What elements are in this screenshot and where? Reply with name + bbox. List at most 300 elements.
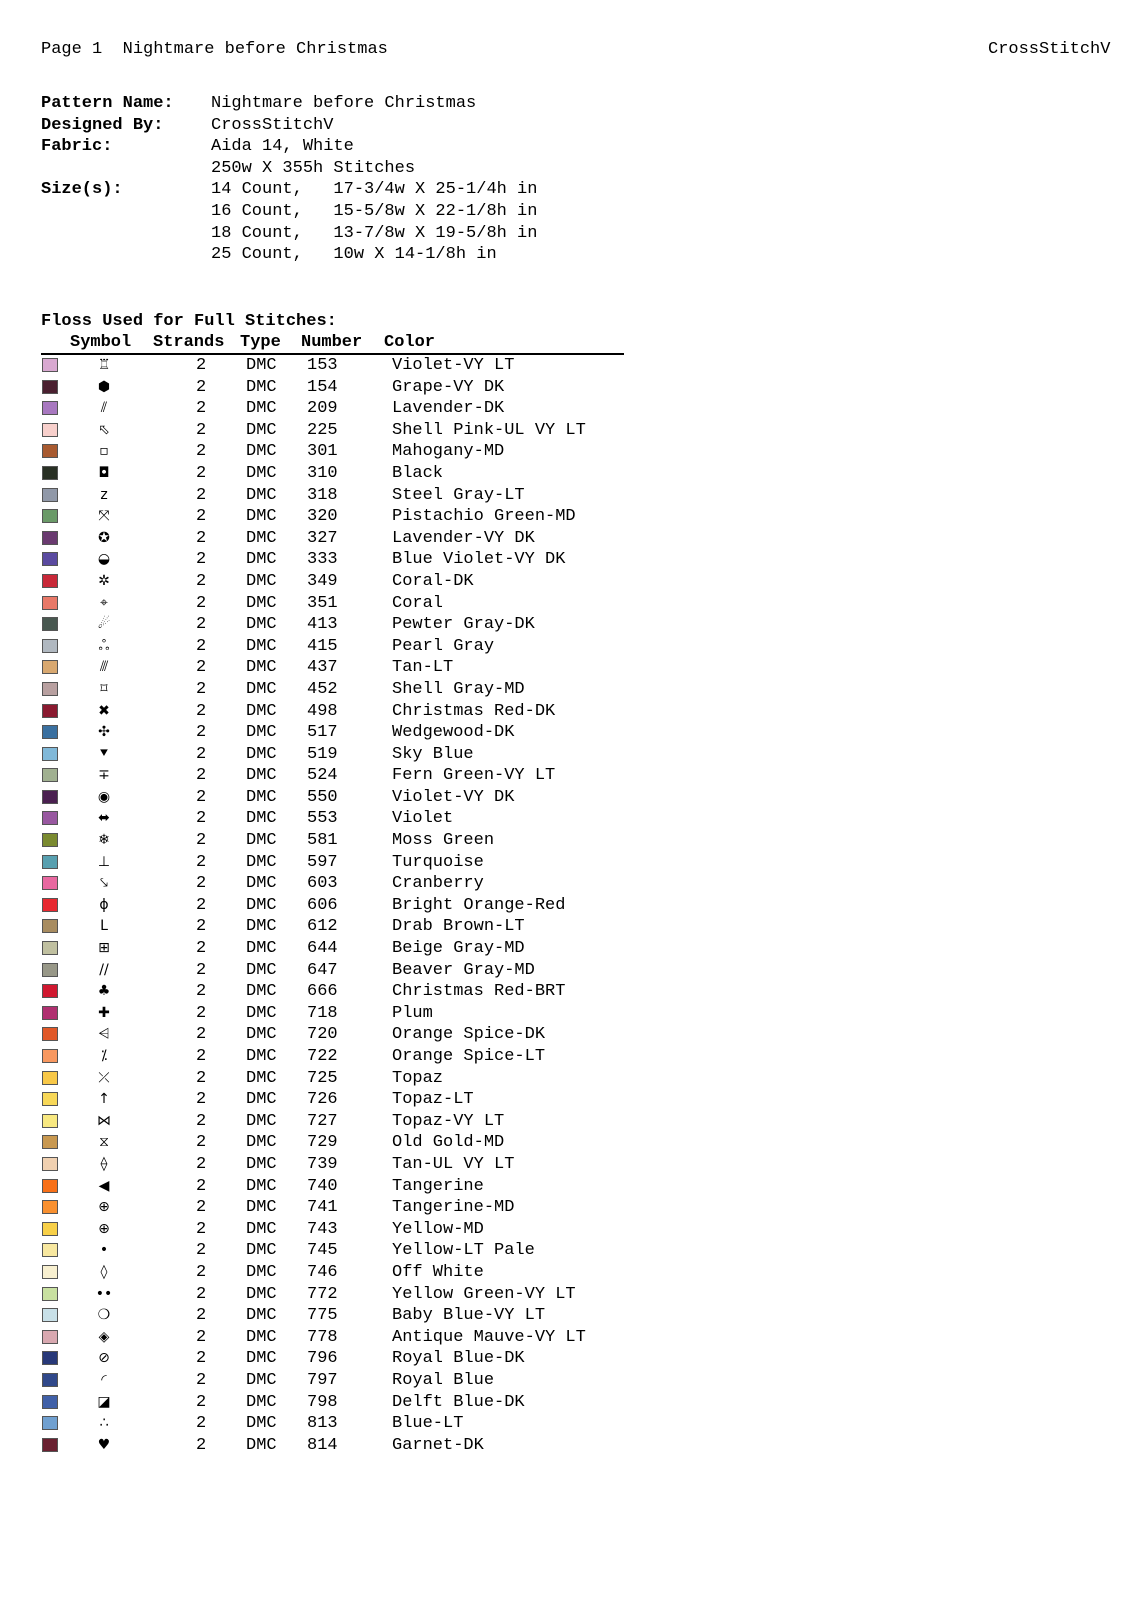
color-swatch	[42, 1222, 58, 1236]
type-value: DMC	[246, 1241, 277, 1261]
stitch-symbol-icon: ⊘	[98, 1350, 110, 1367]
stitch-symbol-icon: ↑	[98, 1091, 110, 1108]
info-row	[41, 201, 537, 223]
color-name: Delft Blue-DK	[392, 1392, 525, 1412]
number-value: 333	[307, 550, 338, 570]
floss-row	[41, 506, 624, 528]
number-value: 153	[307, 356, 338, 375]
strands-value: 2	[196, 528, 207, 548]
color-name: Yellow-LT Pale	[392, 1241, 535, 1261]
number-value: 310	[307, 463, 338, 483]
color-swatch	[42, 704, 58, 718]
color-name: Orange Spice-DK	[392, 1025, 546, 1045]
stitch-symbol-icon: ⁒	[100, 1048, 108, 1064]
stitch-symbol-icon: ◈	[98, 1328, 110, 1345]
floss-row	[41, 808, 624, 830]
floss-row	[41, 1413, 624, 1435]
number-value: 154	[307, 377, 338, 397]
info-row	[41, 136, 537, 158]
number-value: 612	[307, 917, 338, 937]
info-label	[41, 223, 211, 245]
number-value: 209	[307, 399, 338, 419]
type-value: DMC	[246, 874, 277, 894]
stitch-symbol-icon: ✪	[98, 529, 110, 546]
column-strands: Strands	[153, 333, 225, 352]
info-label	[41, 244, 211, 266]
type-value: DMC	[246, 1111, 277, 1131]
floss-row	[41, 614, 624, 636]
number-value: 813	[307, 1414, 338, 1434]
type-value: DMC	[246, 593, 277, 613]
color-name: Antique Mauve-VY LT	[392, 1327, 586, 1347]
floss-row	[41, 377, 624, 399]
color-name: Plum	[392, 1003, 433, 1023]
number-value: 498	[307, 701, 338, 721]
color-name: Beaver Gray-MD	[392, 960, 535, 980]
strands-value: 2	[196, 485, 207, 505]
info-value: 250w X 355h Stitches	[211, 158, 416, 178]
strands-value: 2	[196, 1090, 207, 1110]
color-name: Christmas Red-BRT	[392, 982, 566, 1002]
strands-value: 2	[196, 571, 207, 591]
color-swatch	[42, 1049, 58, 1063]
info-label: Size(s):	[41, 180, 123, 200]
type-value: DMC	[246, 1068, 277, 1088]
color-swatch	[42, 488, 58, 502]
color-name: Blue Violet-VY DK	[392, 550, 566, 570]
number-value: 553	[307, 809, 338, 829]
strands-value: 2	[196, 895, 207, 915]
strands-value: 2	[196, 1414, 207, 1434]
number-value: 741	[307, 1198, 338, 1218]
pattern-info	[41, 93, 537, 266]
number-value: 349	[307, 571, 338, 591]
type-value: DMC	[246, 420, 277, 440]
type-value: DMC	[246, 615, 277, 635]
color-swatch	[42, 617, 58, 631]
number-value: 644	[307, 939, 338, 959]
stitch-symbol-icon: //	[99, 961, 109, 978]
stitch-symbol-icon: ♖	[97, 357, 111, 373]
type-value: DMC	[246, 809, 277, 829]
color-swatch	[42, 1243, 58, 1257]
floss-row	[41, 722, 624, 744]
stitch-symbol-icon: ⤫	[98, 1069, 110, 1086]
floss-table-header	[41, 332, 624, 355]
stitch-symbol-icon: ⊥	[97, 853, 111, 870]
color-name: Coral	[392, 593, 444, 613]
floss-row	[41, 420, 624, 442]
stitch-symbol-icon: ⧖	[99, 1134, 109, 1151]
strands-value: 2	[196, 1111, 207, 1131]
column-symbol: Symbol	[70, 333, 132, 352]
type-value: DMC	[246, 1414, 277, 1434]
floss-row	[41, 657, 624, 679]
floss-row	[41, 1111, 624, 1133]
number-value: 519	[307, 744, 338, 764]
number-value: 796	[307, 1349, 338, 1369]
color-swatch	[42, 747, 58, 761]
strands-value: 2	[196, 1392, 207, 1412]
type-value: DMC	[246, 679, 277, 699]
color-name: Tangerine	[392, 1176, 484, 1196]
stitch-symbol-icon: ⊕	[98, 1199, 110, 1216]
info-row	[41, 223, 537, 245]
floss-row	[41, 1024, 624, 1046]
strands-value: 2	[196, 420, 207, 440]
stitch-symbol-icon: ⫽	[100, 400, 108, 417]
stitch-symbol-icon: ஃ	[98, 637, 110, 654]
strands-value: 2	[196, 1047, 207, 1066]
page-header-title: Page 1 Nightmare before Christmas	[41, 40, 388, 59]
type-value: DMC	[246, 1262, 277, 1282]
number-value: 740	[307, 1176, 338, 1196]
color-swatch	[42, 984, 58, 998]
color-name: Shell Pink-UL VY LT	[392, 420, 586, 440]
number-value: 437	[307, 658, 338, 678]
color-name: Pewter Gray-DK	[392, 615, 535, 635]
stitch-symbol-icon: ◒	[97, 551, 111, 568]
type-value: DMC	[246, 1219, 277, 1239]
strands-value: 2	[196, 1068, 207, 1088]
color-name: Christmas Red-DK	[392, 701, 556, 721]
strands-value: 2	[196, 1154, 207, 1174]
number-value: 814	[307, 1435, 338, 1455]
type-value: DMC	[246, 1370, 277, 1390]
color-name: Fern Green-VY LT	[392, 766, 556, 786]
number-value: 597	[307, 852, 338, 872]
floss-row	[41, 1132, 624, 1154]
color-name: Cranberry	[392, 874, 484, 894]
color-name: Violet-VY DK	[392, 787, 515, 807]
color-swatch	[42, 1351, 58, 1365]
color-swatch	[42, 660, 58, 674]
info-label: Fabric:	[41, 137, 113, 157]
color-swatch	[42, 963, 58, 977]
floss-row	[41, 571, 624, 593]
number-value: 725	[307, 1068, 338, 1088]
color-swatch	[42, 725, 58, 739]
number-value: 720	[307, 1025, 338, 1045]
number-value: 301	[307, 442, 338, 462]
type-value: DMC	[246, 852, 277, 872]
info-label: Designed By:	[41, 115, 164, 135]
type-value: DMC	[246, 528, 277, 548]
floss-row	[41, 765, 624, 787]
color-swatch	[42, 811, 58, 825]
floss-row	[41, 895, 624, 917]
stitch-symbol-icon: ☄	[97, 616, 111, 633]
stitch-symbol-icon: ◊	[100, 1263, 108, 1280]
type-value: DMC	[246, 1047, 277, 1066]
color-swatch	[42, 509, 58, 523]
strands-value: 2	[196, 1176, 207, 1196]
color-swatch	[42, 358, 58, 372]
number-value: 666	[307, 982, 338, 1002]
color-name: Moss Green	[392, 831, 495, 851]
number-value: 415	[307, 636, 338, 656]
number-value: 797	[307, 1370, 338, 1390]
floss-row	[41, 1068, 624, 1090]
number-value: 327	[307, 528, 338, 548]
floss-section-title: Floss Used for Full Stitches:	[41, 312, 337, 331]
number-value: 746	[307, 1262, 338, 1282]
info-row	[41, 244, 537, 266]
color-swatch	[42, 423, 58, 437]
floss-row	[41, 1176, 624, 1198]
stitch-symbol-icon: ▫	[99, 443, 109, 460]
color-swatch	[42, 1373, 58, 1387]
color-swatch	[42, 1071, 58, 1085]
color-name: Orange Spice-LT	[392, 1047, 546, 1066]
strands-value: 2	[196, 982, 207, 1002]
type-value: DMC	[246, 831, 277, 851]
color-swatch	[42, 574, 58, 588]
floss-row	[41, 1154, 624, 1176]
stitch-symbol-icon: ⊞	[98, 940, 110, 957]
type-value: DMC	[246, 550, 277, 570]
strands-value: 2	[196, 658, 207, 678]
color-swatch	[42, 1265, 58, 1279]
floss-row	[41, 916, 624, 938]
page-header-designer: CrossStitchV	[988, 40, 1111, 59]
stitch-symbol-icon: ⯆	[98, 745, 110, 762]
number-value: 727	[307, 1111, 338, 1131]
stitch-symbol-icon: z	[100, 486, 108, 503]
number-value: 603	[307, 874, 338, 894]
strands-value: 2	[196, 550, 207, 570]
number-value: 452	[307, 679, 338, 699]
strands-value: 2	[196, 1349, 207, 1369]
color-name: Drab Brown-LT	[392, 917, 525, 937]
info-row	[41, 158, 537, 180]
strands-value: 2	[196, 636, 207, 656]
strands-value: 2	[196, 744, 207, 764]
floss-row	[41, 938, 624, 960]
type-value: DMC	[246, 463, 277, 483]
color-name: Baby Blue-VY LT	[392, 1306, 546, 1326]
color-name: Violet	[392, 809, 454, 829]
color-swatch	[42, 876, 58, 890]
color-swatch	[42, 444, 58, 458]
stitch-symbol-icon: ◘	[98, 464, 110, 481]
column-color: Color	[384, 333, 436, 352]
type-value: DMC	[246, 636, 277, 656]
type-value: DMC	[246, 982, 277, 1002]
type-value: DMC	[246, 1306, 277, 1326]
stitch-symbol-icon: ∴	[99, 1415, 109, 1432]
color-swatch	[42, 1200, 58, 1214]
floss-row	[41, 1262, 624, 1284]
stitch-symbol-icon: ◪	[97, 1393, 111, 1410]
number-value: 718	[307, 1003, 338, 1023]
floss-row	[41, 441, 624, 463]
strands-value: 2	[196, 1262, 207, 1282]
color-swatch	[42, 639, 58, 653]
number-value: 722	[307, 1047, 338, 1066]
color-name: Royal Blue-DK	[392, 1349, 525, 1369]
type-value: DMC	[246, 1133, 277, 1153]
color-name: Garnet-DK	[392, 1435, 484, 1455]
type-value: DMC	[246, 723, 277, 743]
floss-row	[41, 1089, 624, 1111]
stitch-symbol-icon: ∓	[98, 767, 110, 784]
color-swatch	[42, 531, 58, 545]
type-value: DMC	[246, 485, 277, 505]
floss-row	[41, 485, 624, 507]
color-name: Sky Blue	[392, 744, 474, 764]
floss-row	[41, 873, 624, 895]
color-swatch	[42, 941, 58, 955]
color-swatch	[42, 1179, 58, 1193]
floss-row	[41, 1284, 624, 1306]
number-value: 743	[307, 1219, 338, 1239]
strands-value: 2	[196, 1241, 207, 1261]
color-name: Bright Orange-Red	[392, 895, 566, 915]
strands-value: 2	[196, 1198, 207, 1218]
type-value: DMC	[246, 1284, 277, 1304]
stitch-symbol-icon: ɸ	[99, 896, 109, 913]
type-value: DMC	[246, 377, 277, 397]
color-swatch	[42, 552, 58, 566]
type-value: DMC	[246, 658, 277, 678]
stitch-symbol-icon: ♥	[97, 1436, 111, 1453]
strands-value: 2	[196, 852, 207, 872]
color-swatch	[42, 1330, 58, 1344]
color-name: Coral-DK	[392, 571, 474, 591]
stitch-symbol-icon: ⟠	[100, 1155, 108, 1172]
color-name: Steel Gray-LT	[392, 485, 525, 505]
info-label	[41, 201, 211, 223]
type-value: DMC	[246, 399, 277, 419]
type-value: DMC	[246, 939, 277, 959]
floss-row	[41, 528, 624, 550]
color-swatch	[42, 1438, 58, 1452]
stitch-symbol-icon: ❍	[97, 1307, 111, 1324]
number-value: 726	[307, 1090, 338, 1110]
floss-row	[41, 1392, 624, 1414]
type-value: DMC	[246, 917, 277, 937]
column-number: Number	[301, 333, 363, 352]
stitch-symbol-icon: ⤧	[98, 508, 110, 525]
floss-row	[41, 636, 624, 658]
color-swatch	[42, 1135, 58, 1149]
number-value: 798	[307, 1392, 338, 1412]
color-swatch	[42, 380, 58, 394]
color-swatch	[42, 596, 58, 610]
color-name: Yellow-MD	[392, 1219, 484, 1239]
floss-row	[41, 1197, 624, 1219]
info-value: 16 Count, 15-5/8w X 22-1/8h in	[211, 201, 538, 221]
number-value: 778	[307, 1327, 338, 1347]
floss-row	[41, 1240, 624, 1262]
info-value: 18 Count, 13-7/8w X 19-5/8h in	[211, 223, 538, 243]
strands-value: 2	[196, 1003, 207, 1023]
stitch-symbol-icon: ⤥	[100, 875, 108, 892]
stitch-symbol-icon: ⬌	[98, 810, 110, 827]
color-swatch	[42, 1092, 58, 1106]
stitch-symbol-icon: ⌑	[100, 680, 108, 697]
type-value: DMC	[246, 1435, 277, 1455]
floss-row	[41, 701, 624, 723]
color-swatch	[42, 1114, 58, 1128]
color-swatch	[42, 855, 58, 869]
number-value: 318	[307, 485, 338, 505]
floss-row	[41, 787, 624, 809]
color-swatch	[42, 833, 58, 847]
strands-value: 2	[196, 701, 207, 721]
number-value: 745	[307, 1241, 338, 1261]
color-swatch	[42, 1006, 58, 1020]
floss-row	[41, 1046, 624, 1068]
color-name: Tangerine-MD	[392, 1198, 515, 1218]
info-label	[41, 158, 211, 180]
color-name: Off White	[392, 1262, 484, 1282]
type-value: DMC	[246, 1327, 277, 1347]
color-name: Topaz-VY LT	[392, 1111, 505, 1131]
stitch-symbol-icon: ⋈	[97, 1112, 111, 1129]
color-swatch	[42, 1157, 58, 1171]
strands-value: 2	[196, 1025, 207, 1045]
color-name: Violet-VY LT	[392, 356, 515, 375]
number-value: 517	[307, 723, 338, 743]
floss-row	[41, 1370, 624, 1392]
number-value: 647	[307, 960, 338, 980]
stitch-symbol-icon: ✖	[98, 702, 110, 719]
type-value: DMC	[246, 356, 277, 375]
type-value: DMC	[246, 701, 277, 721]
strands-value: 2	[196, 1327, 207, 1347]
strands-value: 2	[196, 723, 207, 743]
color-swatch	[42, 1027, 58, 1041]
floss-row	[41, 398, 624, 420]
color-name: Wedgewood-DK	[392, 723, 515, 743]
floss-table	[41, 355, 624, 1456]
strands-value: 2	[196, 917, 207, 937]
color-name: Mahogany-MD	[392, 442, 505, 462]
number-value: 581	[307, 831, 338, 851]
type-value: DMC	[246, 960, 277, 980]
strands-value: 2	[196, 939, 207, 959]
stitch-symbol-icon: ⩤	[98, 1026, 110, 1043]
number-value: 772	[307, 1284, 338, 1304]
type-value: DMC	[246, 1198, 277, 1218]
type-value: DMC	[246, 1392, 277, 1412]
color-swatch	[42, 401, 58, 415]
color-name: Shell Gray-MD	[392, 679, 525, 699]
type-value: DMC	[246, 744, 277, 764]
strands-value: 2	[196, 960, 207, 980]
type-value: DMC	[246, 1025, 277, 1045]
color-name: Black	[392, 463, 444, 483]
color-name: Turquoise	[392, 852, 484, 872]
floss-row	[41, 1003, 624, 1025]
type-value: DMC	[246, 571, 277, 591]
color-name: Lavender-DK	[392, 399, 505, 419]
type-value: DMC	[246, 1154, 277, 1174]
number-value: 550	[307, 787, 338, 807]
type-value: DMC	[246, 442, 277, 462]
color-swatch	[42, 1416, 58, 1430]
color-name: Topaz-LT	[392, 1090, 474, 1110]
stitch-symbol-icon: ◜	[101, 1371, 107, 1388]
strands-value: 2	[196, 1435, 207, 1455]
color-name: Lavender-VY DK	[392, 528, 535, 548]
strands-value: 2	[196, 1306, 207, 1326]
number-value: 729	[307, 1133, 338, 1153]
info-row	[41, 179, 537, 201]
floss-row	[41, 549, 624, 571]
